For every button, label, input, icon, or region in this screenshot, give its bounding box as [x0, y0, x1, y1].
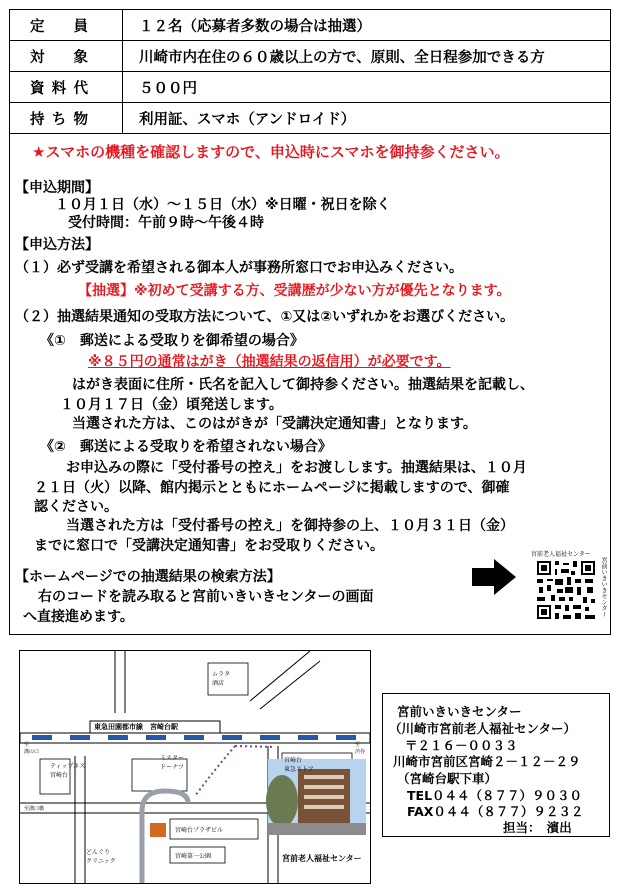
option2-line: までに窓口で「受講決定通知書」をお受取りください。 [34, 538, 384, 554]
map-label-direction-left: 至 溝の口 [24, 742, 40, 755]
map-label-clinic: どんぐり クリニック [86, 849, 116, 865]
lottery-priority-note: 【抽選】※初めて受講する方、受講歴が少ない方が優先となります。 [78, 283, 511, 299]
contact-alt-name: （川崎市宮前老人福祉センター） [389, 721, 577, 736]
contact-box [382, 693, 610, 837]
table-label: 資料代 [10, 72, 123, 103]
qr-code[interactable] [525, 549, 611, 625]
contact-tel: TEL０４４（８７７）９０３０ [407, 788, 583, 803]
railway-label: 東急田園都市線 宮崎台駅 [94, 723, 178, 731]
smartphone-notice: ★スマホの機種を確認しますので、申込時にスマホを御持参ください。 [32, 143, 510, 161]
table-row [10, 10, 611, 41]
map-label-mister-donut: ミスター ドーナツ [160, 755, 185, 771]
table-value: 川崎市内在住の６０歳以上の方で、原則、全日程参加できる方 [123, 41, 611, 72]
map-label-center: 宮前老人福祉センター [282, 854, 362, 863]
map-label-bridge: 至溝口橋 [24, 806, 45, 812]
option1-line: はがき表面に住所・氏名を記入して御持参ください。抽選結果を記載し、 [72, 377, 534, 393]
table-value: １２名（応募者多数の場合は抽選） [123, 10, 611, 41]
homepage-heading: 【ホームページでの抽選結果の検索方法】 [15, 569, 281, 585]
table-row [10, 41, 611, 72]
table-row [10, 103, 611, 134]
option2-line: ２１日（火）以降、館内掲示とともにホームページに掲載しますので、御確 [34, 480, 510, 496]
contact-fax: FAX０４４（８７７）９２３２ [407, 804, 584, 819]
method-heading: 【申込方法】 [15, 237, 99, 253]
info-table [9, 9, 611, 134]
map-label-park: 宮崎第一公園 [175, 853, 212, 860]
right-arrow-icon [470, 557, 518, 597]
option2-title: 《② 郵送による受取りを希望されない場合》 [40, 439, 332, 455]
option1-line: １０月１７日（金）頃発送します。 [60, 397, 283, 413]
contact-postal: 〒２１６－００３３ [405, 738, 518, 753]
table-row [10, 72, 611, 103]
option1-line: 当選された方は、このはがきが「受講決定通知書」となります。 [72, 416, 477, 432]
map-label-direction-right: 至 渋谷 [355, 742, 366, 755]
table-label: 定 員 [10, 10, 123, 41]
qr-code-icon [535, 559, 597, 621]
period-hours: 受付時間：午前９時～午後４時 [68, 215, 264, 231]
homepage-line: へ直接進めます。 [23, 609, 134, 625]
postcard-note: ※８５円の通常はがき（抽選結果の返信用）が必要です。 [88, 354, 451, 370]
map-label-plaza: 宮崎台プラザビル [175, 827, 224, 834]
method-step1: （１）必ず受講を希望される御本人が事務所窓口でお申込みください。 [15, 260, 463, 276]
table-value: ５００円 [123, 72, 611, 103]
map-label-tokyu-store: 宮崎台 東急ストア [284, 757, 314, 773]
table-label: 対 象 [10, 41, 123, 72]
option2-line: 当選された方は「受付番号の控え」を御持参の上、１０月３１日（金） [66, 518, 514, 534]
option2-line: 認ください。 [34, 499, 118, 515]
map-label-fitness: ティップネス 宮崎台 [50, 763, 86, 779]
option1-title: 《① 郵送による受取りを御希望の場合》 [40, 333, 304, 349]
homepage-line: 右のコードを読み取ると宮前いきいきセンターの画面 [38, 589, 374, 605]
qr-side-caption: 宮前いきいきセンター [600, 557, 607, 617]
contact-station: （宮崎台駅下車） [397, 771, 498, 786]
access-map [19, 650, 371, 884]
contact-person: 担当： 濱出 [503, 820, 572, 835]
table-value: 利用証、スマホ（アンドロイド） [123, 103, 611, 134]
period-dates: １０月１日（水）～１５日（水）※日曜・祝日を除く [55, 197, 391, 213]
contact-name: 宮前いきいきセンター [397, 704, 522, 719]
table-label: 持ち物 [10, 103, 123, 134]
qr-caption: 宮前老人福祉センター [531, 551, 591, 558]
period-heading: 【申込期間】 [15, 180, 99, 196]
method-step2: （２）抽選結果通知の受取方法について、①又は②いずれかをお選びください。 [15, 309, 515, 325]
contact-address: 川崎市宮前区宮崎２－１２－２９ [393, 754, 581, 769]
map-label-murata: ムラタ 酒店 [212, 671, 230, 687]
option2-line: お申込みの際に「受付番号の控え」をお渡しします。抽選結果は、１０月 [66, 460, 527, 476]
